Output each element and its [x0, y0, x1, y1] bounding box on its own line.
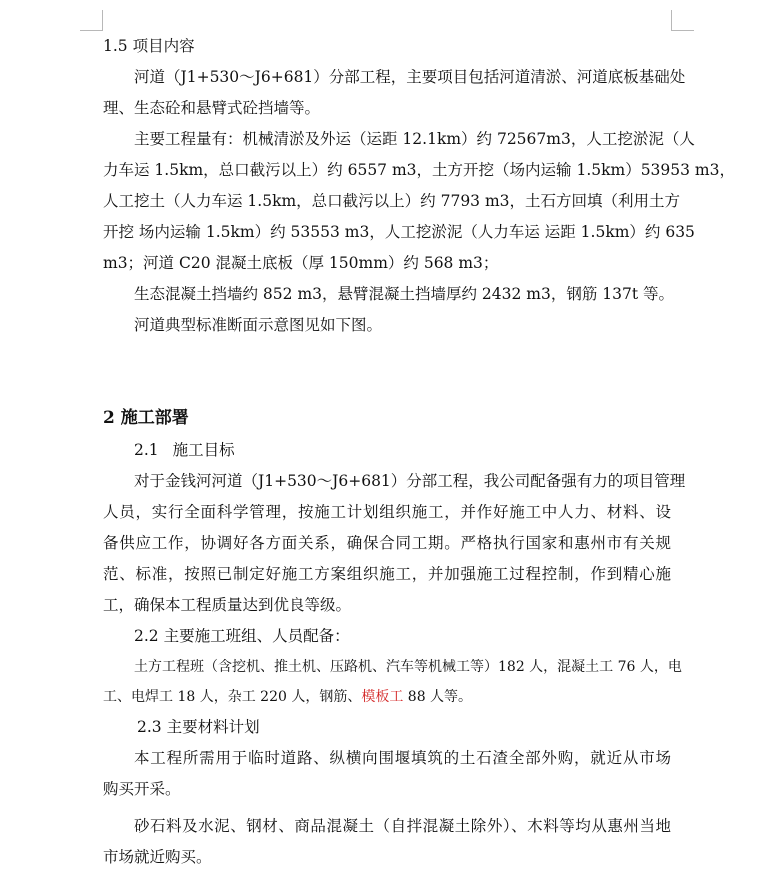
staffing-text: 工、电焊工 18 人，杂工 220 人，钢筋、 [103, 689, 362, 705]
paragraph-line: 人员，实行全面科学管理，按施工计划组织施工，并作好施工中人力、材料、设 [103, 503, 671, 521]
paragraph-line: 理、生态砼和悬臂式砼挡墙等。 [103, 99, 321, 117]
paragraph-line: 备供应工作，协调好各方面关系，确保合同工期。严格执行国家和惠州市有关规 [103, 534, 671, 552]
highlighted-term: 模板工 [361, 689, 404, 705]
subsection-number: 2.1 [134, 441, 159, 459]
paragraph-line: 工，确保本工程质量达到优良等级。 [103, 596, 352, 614]
margin-mark-top-left [80, 10, 103, 31]
paragraph-line: 人工挖土（人力车运 1.5km，总口截污以上）约 7793 m3，土石方回填（利用土方 [103, 192, 681, 210]
subsection-2-2-heading: 2.2 主要施工班组、人员配备： [134, 627, 350, 645]
staffing-line [103, 682, 671, 712]
section-1-5-heading: 1.5 项目内容 [103, 37, 195, 55]
subsection-title: 施工目标 [172, 441, 235, 459]
paragraph-line: 本工程所需用于临时道路、纵横向围堰填筑的土石渣全部外购，就近从市场 [134, 749, 671, 767]
document-body [103, 31, 735, 873]
subsection-2-3-heading: 2.3 主要材料计划 [137, 718, 260, 736]
paragraph-line: 力车运 1.5km，总口截污以上）约 6557 m3，土方开挖（场内运输 1.5km）53953 m3， [103, 161, 735, 179]
staffing-text: 88 人等。 [403, 689, 473, 705]
margin-mark-top-right [671, 10, 694, 31]
paragraph-line: m3；河道 C20 混凝土底板（厚 150mm）约 568 m3； [103, 254, 499, 272]
paragraph-line: 生态混凝土挡墙约 852 m3，悬臂混凝土挡墙厚约 2432 m3，钢筋 137t 等。 [134, 285, 675, 303]
paragraph-line: 砂石料及水泥、钢材、商品混凝土（自拌混凝土除外）、木料等均从惠州当地 [134, 817, 671, 835]
spacer [103, 341, 671, 401]
subsection-2-1-heading [103, 435, 671, 466]
paragraph-line: 主要工程量有：机械清淤及外运（运距 12.1km）约 72567m3，人工挖淤泥（人 [134, 130, 695, 148]
section-2-heading: 2 施工部署 [103, 408, 189, 428]
paragraph-line: 购买开采。 [103, 780, 181, 798]
paragraph-line: 范、标准，按照已制定好施工方案组织施工，并加强施工过程控制，作到精心施 [103, 565, 671, 583]
paragraph-line: 河道（J1+530～J6+681）分部工程，主要项目包括河道清淤、河道底板基础处 [134, 68, 686, 86]
paragraph-line: 开挖 场内运输 1.5km）约 53553 m3，人工挖淤泥（人力车运 运距 1.5km）约 635 [103, 223, 695, 241]
paragraph-line: 对于金钱河河道（J1+530～J6+681）分部工程，我公司配备强有力的项目管理 [134, 472, 686, 490]
staffing-line: 土方工程班（含挖机、推土机、压路机、汽车等机械工等）182 人，混凝土工 76 人，电 [134, 659, 682, 675]
paragraph-line: 河道典型标准断面示意图见如下图。 [134, 316, 383, 334]
paragraph-line: 市场就近购买。 [103, 848, 212, 866]
